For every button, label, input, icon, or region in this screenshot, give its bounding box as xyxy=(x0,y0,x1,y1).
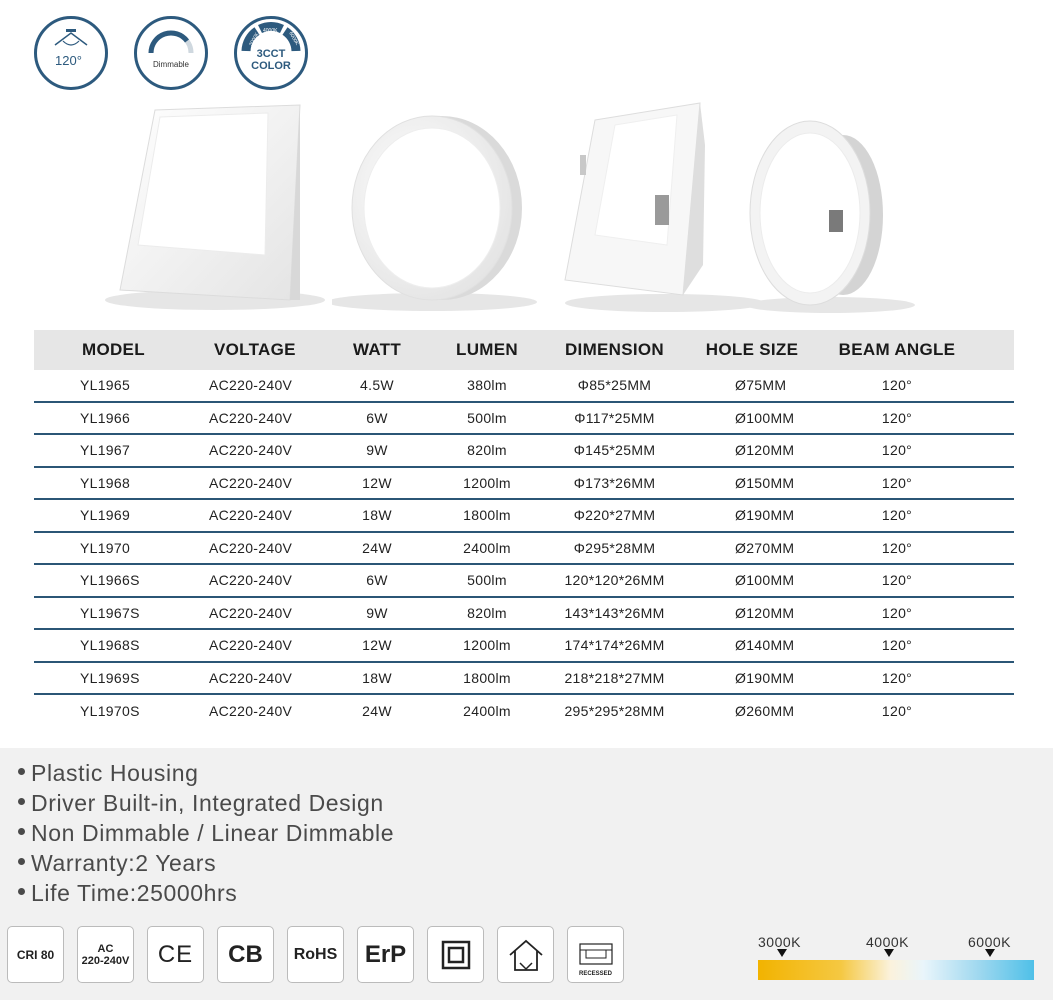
header-lumen: LUMEN xyxy=(456,340,518,359)
recessed-label: RECESSED xyxy=(578,971,612,977)
bullet-icon xyxy=(18,768,25,775)
cct-label-4000k: 4000K xyxy=(866,934,909,950)
header-watt: WATT xyxy=(352,340,402,359)
cct-label-3000k: 3000K xyxy=(758,934,801,950)
cell-lumen: 1200lm xyxy=(463,474,511,491)
header-beam-angle: BEAM ANGLE xyxy=(838,340,956,359)
cell-beam-angle: 120° xyxy=(881,507,913,524)
cell-hole-size: Ø140MM xyxy=(735,637,795,654)
bullet-icon xyxy=(18,798,25,805)
cell-dimension: 174*174*26MM xyxy=(564,637,665,654)
cell-hole-size: Ø100MM xyxy=(735,409,795,426)
cell-voltage: AC220-240V xyxy=(209,409,293,426)
cell-dimension: 120*120*26MM xyxy=(564,572,665,589)
table-body xyxy=(34,370,1014,728)
cell-watt: 4.5W xyxy=(360,377,394,394)
cell-beam-angle: 120° xyxy=(881,604,913,621)
cell-hole-size: Ø120MM xyxy=(735,442,795,459)
cell-hole-size: Ø120MM xyxy=(735,604,795,621)
feature-text: Driver Built-in, Integrated Design xyxy=(31,790,384,816)
cell-watt: 12W xyxy=(362,474,392,491)
cell-beam-angle: 120° xyxy=(881,442,913,459)
table-row xyxy=(34,403,1014,436)
ac-voltage-icon: AC 220-240V xyxy=(77,926,134,983)
erp-icon: ErP xyxy=(357,926,414,983)
header-model: MODEL xyxy=(82,340,145,359)
dimmable-badge xyxy=(134,16,208,90)
cct-marker-3000k xyxy=(777,949,787,957)
cell-dimension: Φ295*28MM xyxy=(573,539,656,556)
table-row xyxy=(34,630,1014,663)
ce-mark-icon: CE xyxy=(147,926,204,983)
dimmer-arc-icon xyxy=(137,19,205,87)
cell-dimension: Φ220*27MM xyxy=(573,507,656,524)
feature-text: Plastic Housing xyxy=(31,760,199,786)
cell-dimension: Φ145*25MM xyxy=(573,442,656,459)
cell-dimension: Φ117*25MM xyxy=(574,409,655,426)
cell-watt: 6W xyxy=(366,572,388,589)
cell-lumen: 2400lm xyxy=(463,539,511,556)
rohs-icon: RoHS xyxy=(287,926,344,983)
table-row xyxy=(34,598,1014,631)
cell-hole-size: Ø190MM xyxy=(735,507,795,524)
cell-hole-size: Ø75MM xyxy=(735,377,787,394)
table-row xyxy=(34,695,1014,728)
cct-label: 3CCT COLOR xyxy=(251,48,291,72)
cell-dimension: 143*143*26MM xyxy=(564,604,665,621)
cell-model: YL1970S xyxy=(80,703,140,720)
cell-model: YL1969 xyxy=(80,507,131,524)
recessed-icon xyxy=(567,926,624,983)
cct-ring-label-1: 3000K xyxy=(248,31,261,48)
recessed-symbol-icon xyxy=(576,940,616,970)
cell-lumen: 2400lm xyxy=(463,703,511,720)
header-hole-size: HOLE SIZE xyxy=(705,340,799,359)
cell-voltage: AC220-240V xyxy=(209,604,293,621)
feature-text: Non Dimmable / Linear Dimmable xyxy=(31,820,395,846)
cct-ring-label-2: 4000K xyxy=(263,28,278,34)
cell-lumen: 500lm xyxy=(467,572,507,589)
feature-text: Life Time:25000hrs xyxy=(31,880,238,906)
table-row xyxy=(34,533,1014,566)
beam-angle-badge xyxy=(34,16,108,90)
cell-voltage: AC220-240V xyxy=(209,377,293,394)
table-row xyxy=(34,370,1014,403)
feature-item xyxy=(18,758,394,788)
cell-beam-angle: 120° xyxy=(881,572,913,589)
cell-beam-angle: 120° xyxy=(881,669,913,686)
dimmable-label: Dimmable xyxy=(152,60,189,69)
cell-lumen: 1800lm xyxy=(463,669,511,686)
certification-icons xyxy=(7,926,624,983)
header-voltage: VOLTAGE xyxy=(214,340,296,359)
feature-item xyxy=(18,848,394,878)
feature-item xyxy=(18,818,394,848)
cell-dimension: Φ173*26MM xyxy=(573,474,656,491)
cell-voltage: AC220-240V xyxy=(209,637,293,654)
cell-hole-size: Ø100MM xyxy=(735,572,795,589)
cell-dimension: Φ85*25MM xyxy=(577,377,652,394)
cell-dimension: 295*295*28MM xyxy=(564,703,665,720)
cell-watt: 6W xyxy=(366,409,388,426)
cell-beam-angle: 120° xyxy=(881,474,913,491)
spec-table xyxy=(34,330,1014,728)
bullet-icon xyxy=(18,828,25,835)
feature-item xyxy=(18,788,394,818)
cell-voltage: AC220-240V xyxy=(209,539,293,556)
cell-hole-size: Ø150MM xyxy=(735,474,795,491)
cell-voltage: AC220-240V xyxy=(209,442,293,459)
cell-lumen: 380lm xyxy=(467,377,507,394)
feature-badges xyxy=(34,16,308,90)
class-ii-double-insulation-icon xyxy=(427,926,484,983)
cell-hole-size: Ø190MM xyxy=(735,669,795,686)
cell-lumen: 820lm xyxy=(467,442,507,459)
square-recessed-panel-image xyxy=(555,95,765,320)
round-recessed-downlight-image xyxy=(735,115,915,320)
table-header xyxy=(34,330,1014,370)
cell-model: YL1970 xyxy=(80,539,131,556)
cct-scale xyxy=(758,934,1034,984)
cct-ring-label-3: 6000K xyxy=(287,30,300,47)
table-row xyxy=(34,468,1014,501)
cell-lumen: 1800lm xyxy=(463,507,511,524)
cell-voltage: AC220-240V xyxy=(209,703,293,720)
beam-angle-label: 120° xyxy=(55,53,82,68)
cell-voltage: AC220-240V xyxy=(209,474,293,491)
cb-mark-icon: CB xyxy=(217,926,274,983)
table-row xyxy=(34,663,1014,696)
bullet-icon xyxy=(18,858,25,865)
cri-80-icon: CRI 80 xyxy=(7,926,64,983)
cell-model: YL1965 xyxy=(80,377,131,394)
cell-watt: 18W xyxy=(362,669,392,686)
cell-watt: 24W xyxy=(362,539,392,556)
table-row xyxy=(34,500,1014,533)
cell-beam-angle: 120° xyxy=(881,637,913,654)
cell-voltage: AC220-240V xyxy=(209,669,293,686)
feature-item xyxy=(18,878,394,908)
feature-list xyxy=(18,758,394,908)
table-row xyxy=(34,435,1014,468)
cell-watt: 12W xyxy=(362,637,392,654)
features-panel xyxy=(0,748,1053,1000)
cell-model: YL1967S xyxy=(80,604,140,621)
cct-label-6000k: 6000K xyxy=(968,934,1011,950)
round-surface-panel-image xyxy=(332,110,542,320)
cell-voltage: AC220-240V xyxy=(209,507,293,524)
bullet-icon xyxy=(18,888,25,895)
cell-model: YL1966S xyxy=(80,572,140,589)
cell-model: YL1967 xyxy=(80,442,131,459)
cell-model: YL1968S xyxy=(80,637,140,654)
cell-model: YL1969S xyxy=(80,669,140,686)
cell-watt: 9W xyxy=(366,604,388,621)
product-images xyxy=(100,95,1000,320)
table-row xyxy=(34,565,1014,598)
square-surface-panel-image xyxy=(100,95,330,320)
cell-beam-angle: 120° xyxy=(881,409,913,426)
cell-beam-angle: 120° xyxy=(881,377,913,394)
cct-gradient-bar xyxy=(758,960,1034,980)
cell-beam-angle: 120° xyxy=(881,539,913,556)
cell-watt: 24W xyxy=(362,703,392,720)
cct-badge xyxy=(234,16,308,90)
cell-lumen: 820lm xyxy=(467,604,507,621)
cell-model: YL1966 xyxy=(80,409,131,426)
cell-lumen: 500lm xyxy=(467,409,507,426)
cell-hole-size: Ø260MM xyxy=(735,703,795,720)
cct-marker-4000k xyxy=(884,949,894,957)
cell-model: YL1968 xyxy=(80,474,131,491)
cell-lumen: 1200lm xyxy=(463,637,511,654)
header-dimension: DIMENSION xyxy=(564,340,665,359)
cell-voltage: AC220-240V xyxy=(209,572,293,589)
cell-hole-size: Ø270MM xyxy=(735,539,795,556)
cct-marker-6000k xyxy=(985,949,995,957)
cell-watt: 9W xyxy=(366,442,388,459)
feature-text: Warranty:2 Years xyxy=(31,850,217,876)
cell-watt: 18W xyxy=(362,507,392,524)
cell-dimension: 218*218*27MM xyxy=(564,669,665,686)
indoor-use-house-icon xyxy=(497,926,554,983)
cell-beam-angle: 120° xyxy=(881,703,913,720)
